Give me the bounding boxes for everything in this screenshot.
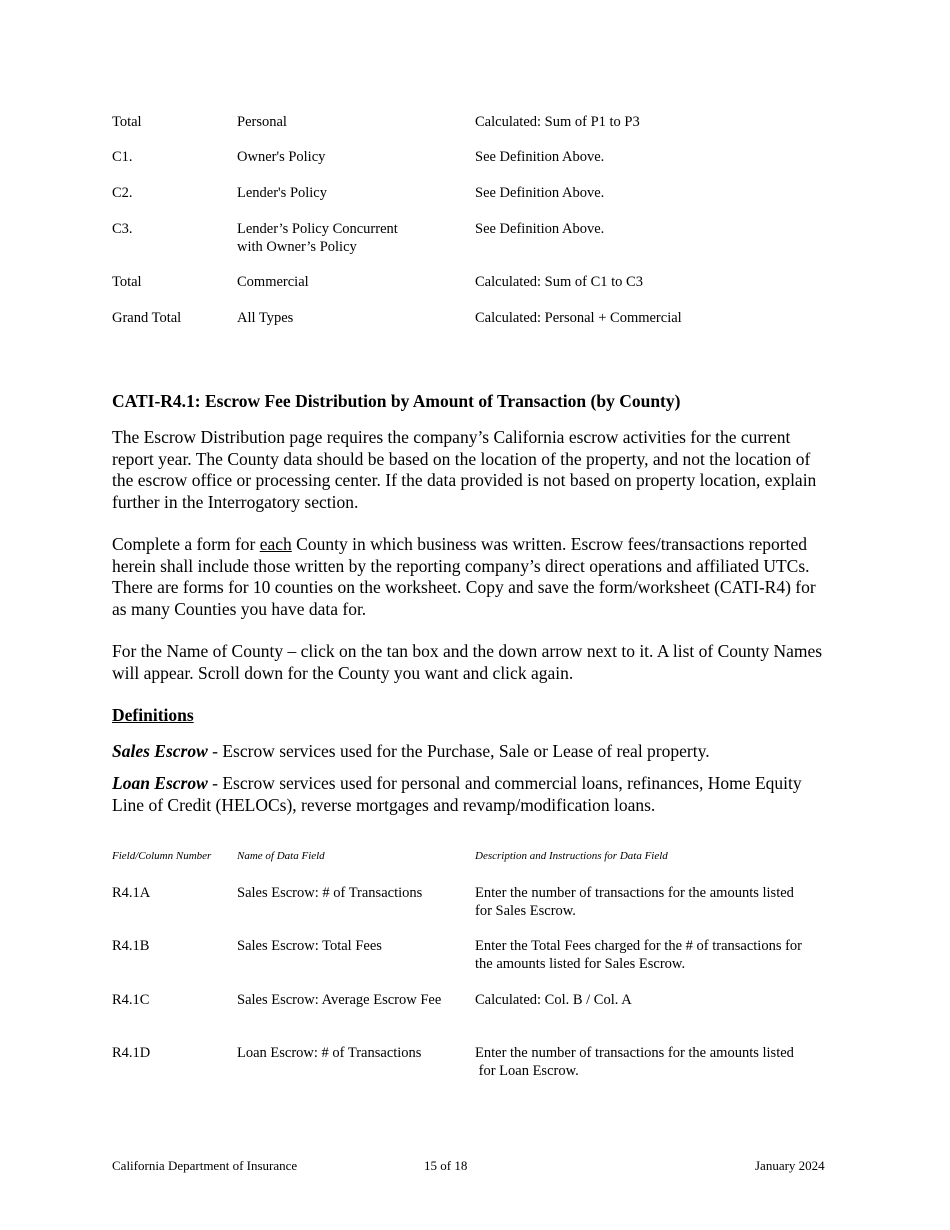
paragraph-line: Line of Credit (HELOCs), reverse mortgages and revamp/modification loans. [112, 794, 656, 815]
table-cell-name: Loan Escrow: # of Transactions [237, 1045, 422, 1061]
table-cell-name: Sales Escrow: Total Fees [237, 938, 382, 954]
table-cell-desc: Calculated: Sum of C1 to C3 [475, 274, 643, 290]
paragraph-text: Complete a form for [112, 534, 260, 554]
paragraph-county-name [112, 641, 882, 684]
footer-left: California Department of Insurance [112, 1158, 298, 1173]
paragraph-line: will appear. Scroll down for the County you want and click again. [112, 662, 574, 683]
footer-date: January 2024 [755, 1158, 825, 1173]
table-cell-name: Sales Escrow: # of Transactions [237, 885, 423, 901]
paragraph-line: For the Name of County – click on the tan box and the down arrow next to it. A list of County Names [112, 641, 823, 661]
table-cell-field: Total [112, 274, 142, 290]
paragraph-line: as many Counties you have data for. [112, 598, 367, 619]
definitions-heading: Definitions [112, 705, 194, 725]
table-cell-field: C2. [112, 185, 133, 201]
column-header-desc: Description and Instructions for Data Field [475, 850, 668, 862]
definition-loan-escrow [112, 773, 882, 816]
paragraph-complete-form [112, 534, 882, 620]
table-cell-name: Lender's Policy [237, 185, 327, 201]
table-cell-desc: Enter the Total Fees charged for the # of transactions for [475, 938, 803, 954]
definition-text: - Escrow services used for personal and commercial loans, refinances, Home Equity [207, 773, 802, 793]
table-cell-desc: Calculated: Sum of P1 to P3 [475, 114, 640, 130]
table-cell-desc: Calculated: Personal + Commercial [475, 310, 682, 326]
paragraph-line: further in the Interrogatory section. [112, 491, 359, 512]
table-cell-name: All Types [237, 310, 294, 326]
table-cell-name: Commercial [237, 274, 309, 290]
table-cell-name: Lender’s Policy Concurrent [237, 221, 398, 237]
paragraph-line: herein shall include those written by the reporting company’s direct operations and affiliated UTCs. [112, 555, 810, 576]
table-cell-field: C1. [112, 149, 133, 165]
table-cell-field: R4.1A [112, 885, 151, 901]
paragraph-escrow-distribution [112, 427, 882, 513]
definition-text: - Escrow services used for the Purchase, Sale or Lease of real property. [207, 741, 710, 761]
term-sales-escrow: Sales Escrow [112, 741, 208, 761]
table-cell-name: with Owner’s Policy [237, 239, 357, 255]
table-cell-name: Owner's Policy [237, 149, 326, 165]
table-cell-desc: Enter the number of transactions for the amounts listed [475, 1045, 794, 1061]
paragraph-text: County in which business was written. Escrow fees/transactions reported [291, 534, 807, 554]
table-cell-desc: for Loan Escrow. [475, 1063, 579, 1079]
table-cell-desc: See Definition Above. [475, 185, 605, 201]
footer-page-number: 15 of 18 [424, 1158, 468, 1173]
table-cell-desc: the amounts listed for Sales Escrow. [475, 956, 686, 972]
table-cell-desc: See Definition Above. [475, 149, 605, 165]
table-cell-field: Grand Total [112, 310, 182, 326]
table-cell-field: C3. [112, 221, 133, 237]
emphasis-each: each [259, 534, 292, 554]
definition-sales-escrow [112, 741, 710, 763]
table-cell-name: Personal [237, 114, 287, 130]
table-cell-desc: Enter the number of transactions for the amounts listed [475, 885, 794, 901]
paragraph-line [112, 773, 882, 795]
paragraph-line [112, 534, 882, 556]
column-header-name: Name of Data Field [237, 850, 325, 862]
table-cell-field: R4.1B [112, 938, 150, 954]
paragraph-line: The Escrow Distribution page requires the company’s California escrow activities for the current [112, 427, 791, 447]
table-cell-name: Sales Escrow: Average Escrow Fee [237, 992, 442, 1008]
table-cell-field: R4.1C [112, 992, 150, 1008]
table-cell-field: Total [112, 114, 142, 130]
section-heading: CATI-R4.1: Escrow Fee Distribution by Amount of Transaction (by County) [112, 391, 681, 411]
paragraph-line: There are forms for 10 counties on the worksheet. Copy and save the form/worksheet (CATI-R4) for [112, 577, 816, 597]
table-cell-desc: Calculated: Col. B / Col. A [475, 992, 632, 1008]
paragraph-line: the escrow office or processing center. If the data provided is not based on property location, explain [112, 470, 817, 490]
table-cell-desc: for Sales Escrow. [475, 903, 576, 919]
table-cell-desc: See Definition Above. [475, 221, 605, 237]
table-cell-field: R4.1D [112, 1045, 151, 1061]
term-loan-escrow: Loan Escrow [112, 773, 208, 793]
paragraph-line: report year. The County data should be based on the location of the property, and not the location of [112, 448, 811, 469]
column-header-field: Field/Column Number [112, 850, 212, 862]
